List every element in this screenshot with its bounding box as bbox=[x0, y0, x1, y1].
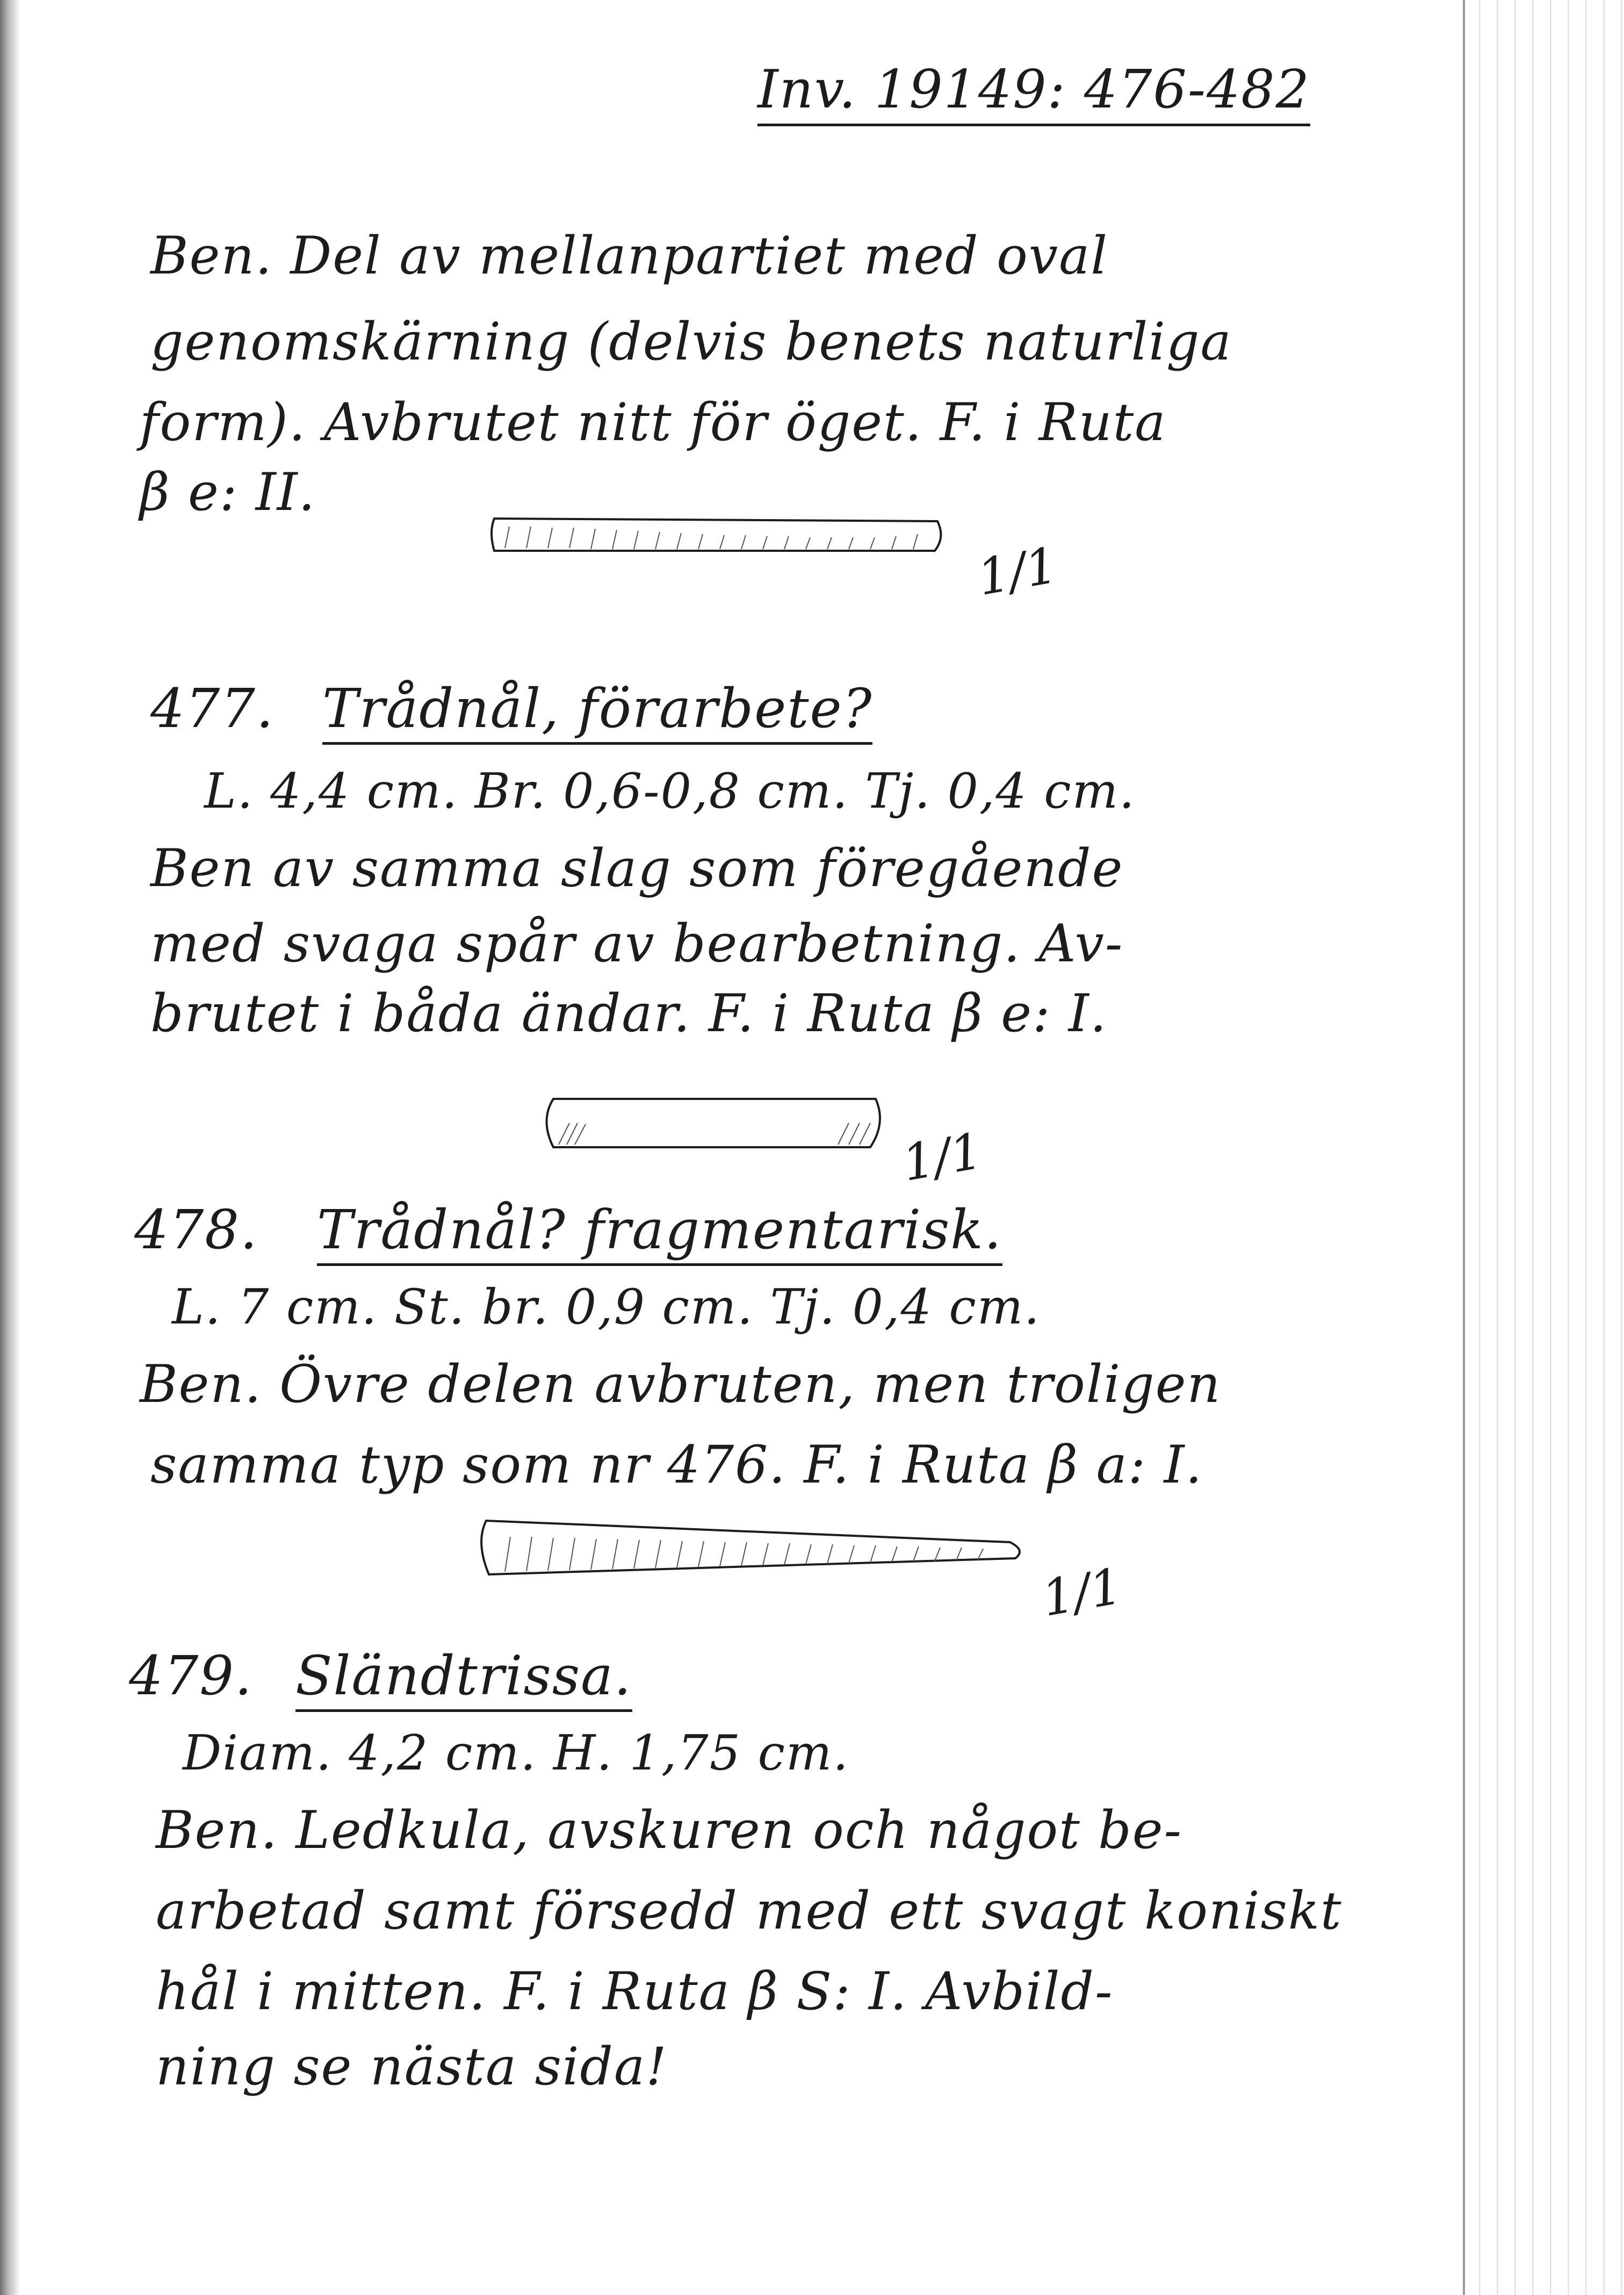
entry-479-number: 479. bbox=[129, 1644, 253, 1707]
entry-476-line-4: β e: II. bbox=[140, 462, 316, 522]
entry-478-line-2: samma typ som nr 476. F. i Ruta β a: I. bbox=[150, 1435, 1203, 1495]
inventory-number: Inv. 19149: 476-482 bbox=[757, 59, 1310, 126]
entry-478-line-1: Ben. Övre delen avbruten, men troligen bbox=[140, 1354, 1222, 1414]
entry-477-line-3: brutet i båda ändar. F. i Ruta β e: I. bbox=[150, 983, 1108, 1044]
entry-477-number: 477. bbox=[150, 677, 275, 740]
scale-478: 1/1 bbox=[1037, 1557, 1127, 1628]
entry-476-line-3: form). Avbrutet nitt för öget. F. i Ruta bbox=[140, 392, 1167, 452]
entry-479-title: Sländtrissa. bbox=[295, 1644, 632, 1712]
entry-479-line-3: hål i mitten. F. i Ruta β S: I. Avbild- bbox=[156, 1961, 1114, 2021]
entry-479-measure: Diam. 4,2 cm. H. 1,75 cm. bbox=[183, 1725, 849, 1781]
entry-479-line-4: ning se nästa sida! bbox=[156, 2037, 668, 2097]
sketch-477 bbox=[537, 1091, 892, 1155]
entry-476-line-1: Ben. Del av mellanpartiet med oval bbox=[150, 226, 1109, 286]
entry-478-measure: L. 7 cm. St. br. 0,9 cm. Tj. 0,4 cm. bbox=[172, 1279, 1041, 1335]
sketch-478 bbox=[473, 1515, 1031, 1580]
entry-478-number: 478. bbox=[134, 1198, 258, 1261]
scale-476: 1/1 bbox=[973, 536, 1062, 607]
page-edges bbox=[1463, 0, 1624, 2295]
entry-478-title: Trådnål? fragmentarisk. bbox=[317, 1198, 1002, 1266]
entry-477-line-1: Ben av samma slag som föregående bbox=[150, 838, 1124, 898]
entry-479-line-2: arbetad samt försedd med ett svagt koniskt bbox=[156, 1881, 1342, 1941]
entry-477-measure: L. 4,4 cm. Br. 0,6-0,8 cm. Tj. 0,4 cm. bbox=[204, 763, 1136, 819]
sketch-476 bbox=[483, 510, 956, 575]
entry-477-line-2: med svaga spår av bearbetning. Av- bbox=[150, 913, 1124, 974]
binding-shadow bbox=[0, 0, 20, 2295]
entry-477-title: Trådnål, förarbete? bbox=[322, 677, 872, 745]
entry-476-line-2: genomskärning (delvis benets naturliga bbox=[150, 312, 1232, 372]
entry-479-line-1: Ben. Ledkula, avskuren och något be- bbox=[156, 1800, 1182, 1860]
scale-477: 1/1 bbox=[898, 1121, 987, 1193]
